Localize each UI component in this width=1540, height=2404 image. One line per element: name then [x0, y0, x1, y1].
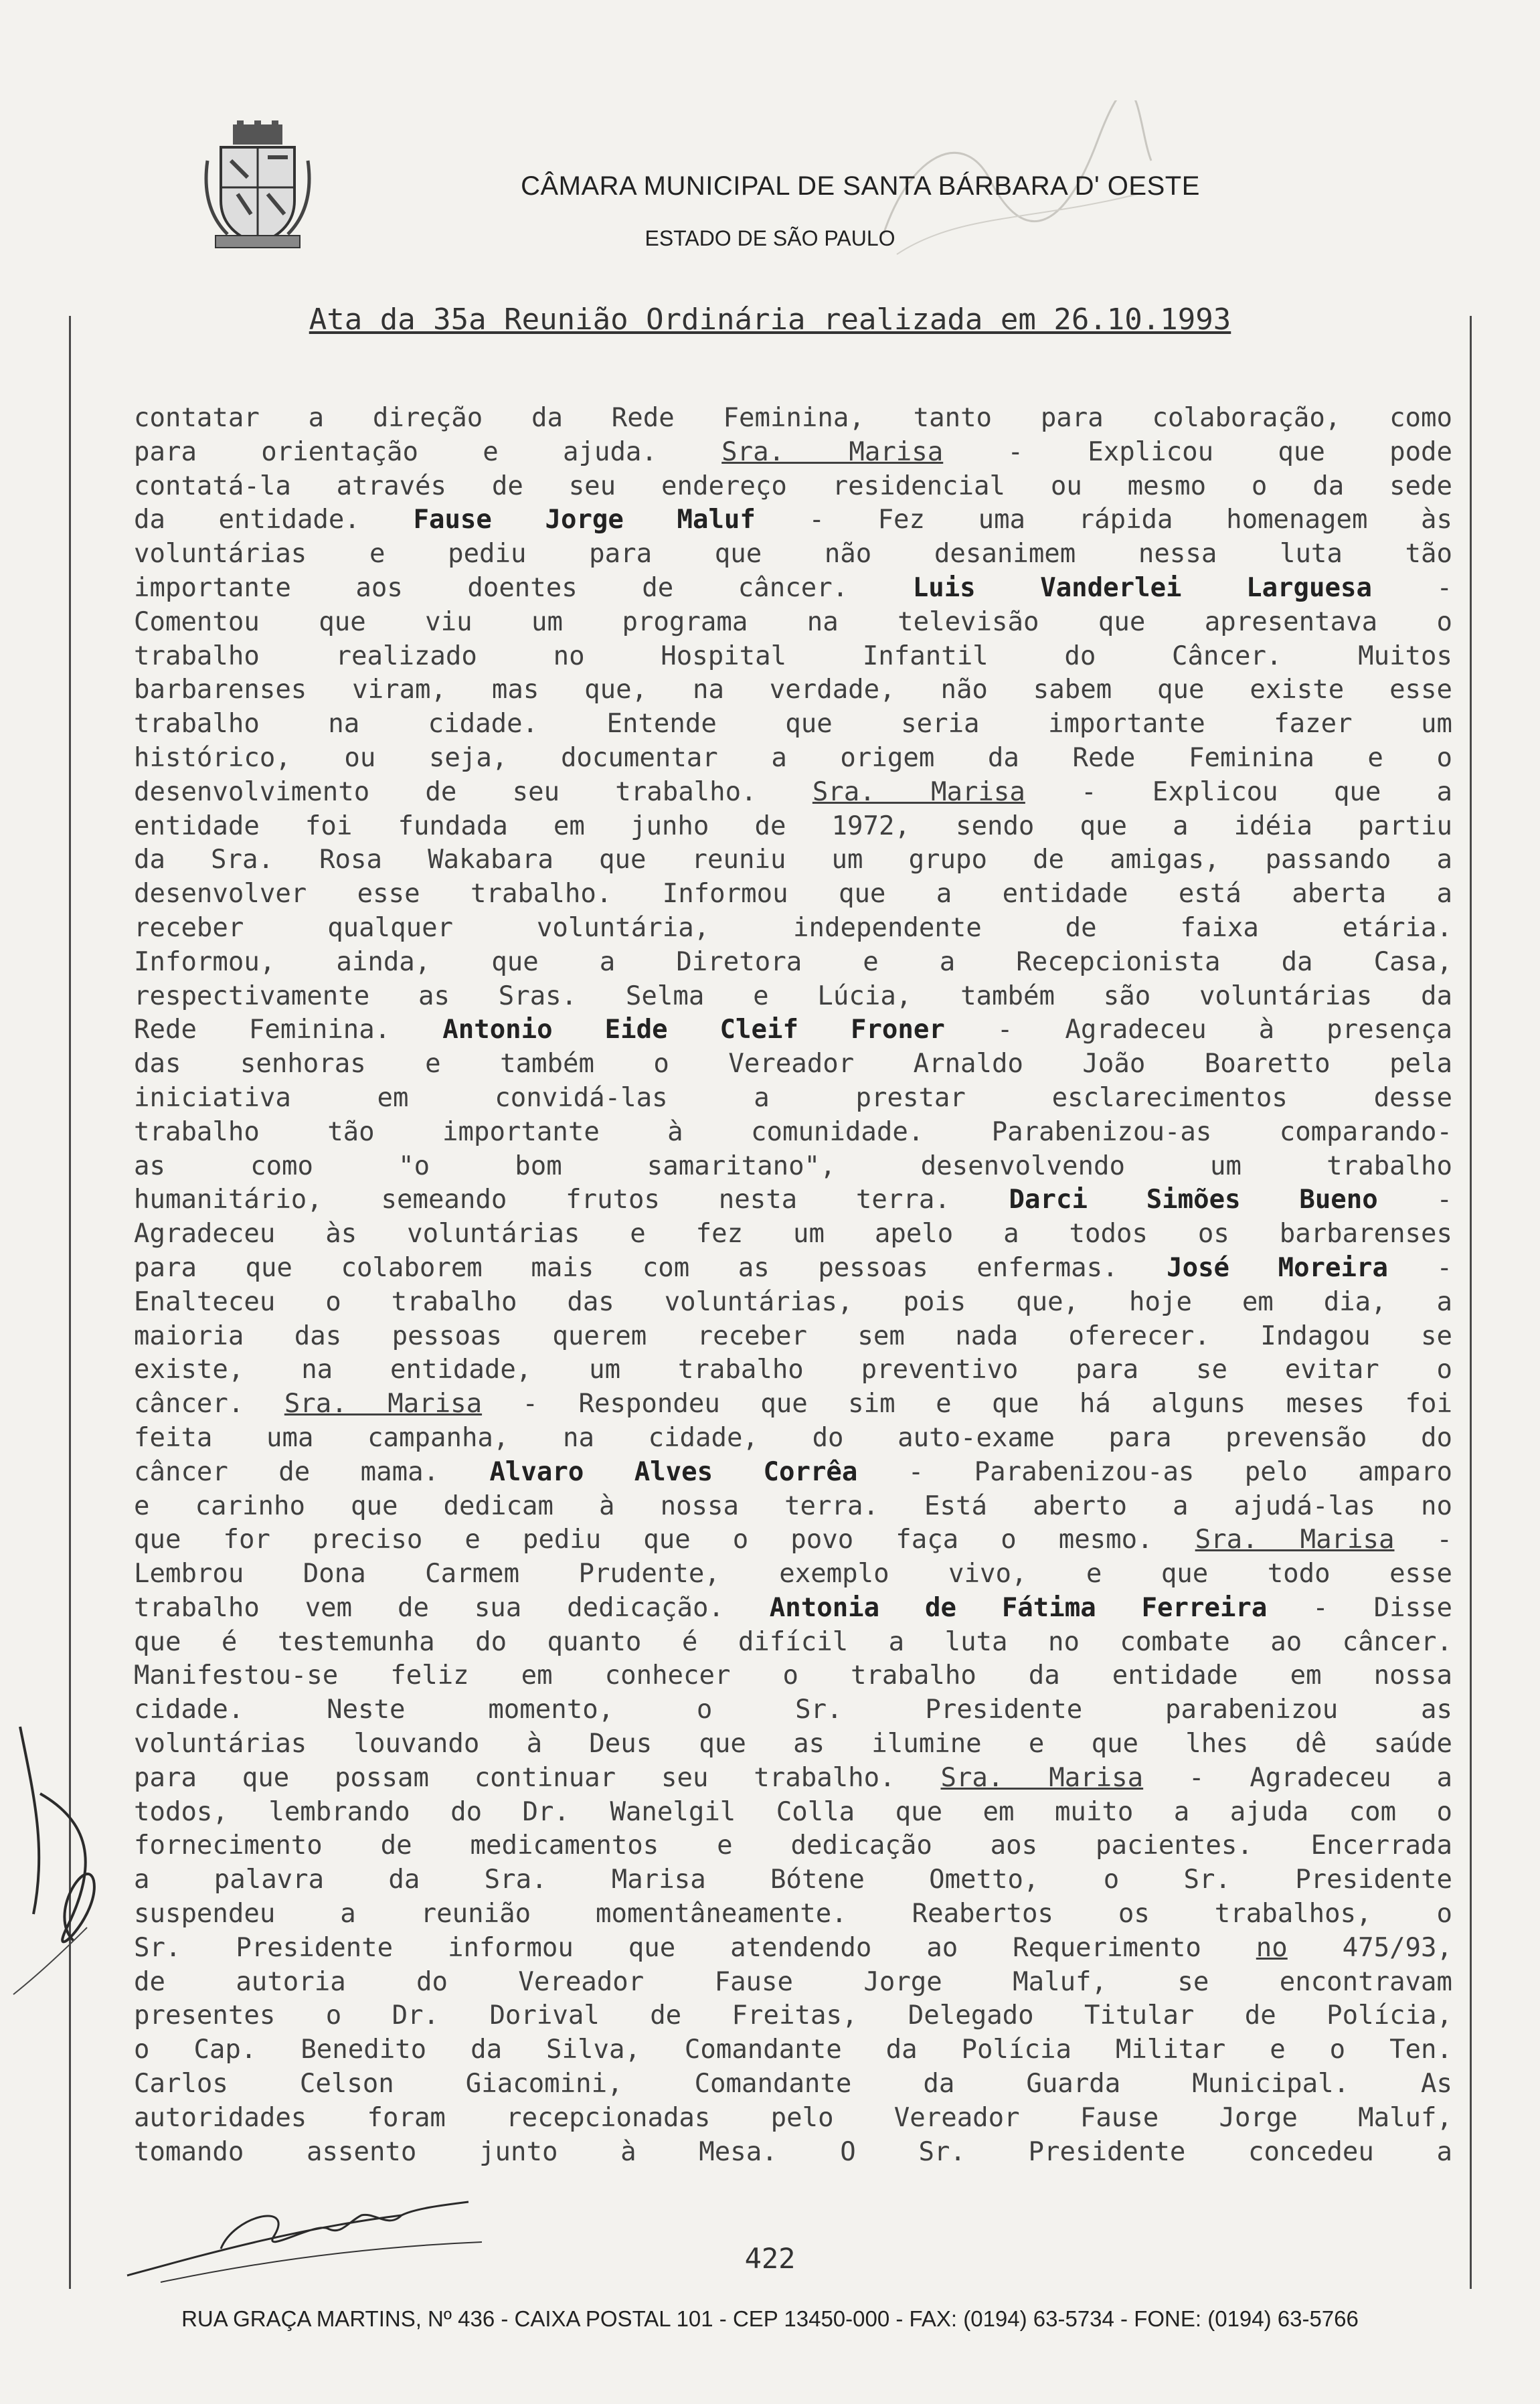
text-run: respectivamente as Sras. Selma e Lúcia, também são voluntárias da	[134, 980, 1452, 1011]
text-line	[134, 1183, 1452, 1217]
text-run: desenvolvimento de seu trabalho.	[134, 776, 812, 807]
text-run: Comentou que viu um programa na televisão que apresentava o	[134, 606, 1452, 637]
underlined-speaker: Sra. Marisa	[940, 1762, 1144, 1793]
text-run: trabalho vem de sua dedicação.	[134, 1592, 770, 1623]
text-run: - Fez uma rápida homenagem às	[755, 505, 1452, 535]
text-run: câncer.	[134, 1389, 284, 1420]
text-run: para que possam continuar seu trabalho.	[134, 1762, 941, 1793]
meeting-title: Ata da 35a Reunião Ordinária realizada em 26.10.1993	[309, 303, 1231, 337]
text-line	[134, 742, 1452, 776]
text-line	[134, 1150, 1452, 1184]
text-line	[134, 2033, 1452, 2067]
text-run: - Explicou que a	[1025, 776, 1452, 807]
text-run: fornecimento de medicamentos e dedicação aos pacientes. Encerrada	[134, 1830, 1452, 1861]
text-run: voluntárias louvando à Deus que as ilumine e que lhes dê saúde	[134, 1729, 1452, 1759]
text-run: histórico, ou seja, documentar a origem da Rede Feminina e o	[134, 742, 1452, 773]
text-run: humanitário, semeando frutos nesta terra.	[134, 1185, 1009, 1215]
text-line	[134, 810, 1452, 844]
text-line	[134, 1557, 1452, 1592]
text-run: - Disse	[1267, 1592, 1453, 1623]
text-line	[134, 2067, 1452, 2101]
text-line	[134, 1829, 1452, 1863]
text-run: Lembrou Dona Carmem Prudente, exemplo vivo, e que todo esse	[134, 1559, 1452, 1590]
speaker-name: Antonio Eide Cleif Froner	[442, 1015, 945, 1045]
text-line	[134, 1966, 1452, 2000]
text-line	[134, 843, 1452, 877]
underlined-speaker: no	[1256, 1932, 1288, 1963]
margin-signature	[7, 1713, 127, 2048]
text-run: existe, na entidade, um trabalho preventivo para se evitar o	[134, 1355, 1452, 1385]
text-line	[134, 1490, 1452, 1524]
text-line	[134, 572, 1452, 606]
text-run: tomando assento junto à Mesa. O Sr. Presidente concedeu a	[134, 2136, 1452, 2167]
text-run: trabalho na cidade. Entende que seria importante fazer um	[134, 709, 1452, 740]
text-line	[134, 1999, 1452, 2033]
text-line	[134, 1116, 1452, 1150]
underlined-speaker: Sra. Marisa	[1195, 1525, 1395, 1555]
text-run: voluntárias e pediu para que não desanimem nessa luta tão	[134, 539, 1452, 570]
text-run: -	[1394, 1525, 1452, 1555]
text-line	[134, 1592, 1452, 1626]
text-run: -	[1377, 1185, 1452, 1215]
text-run: Manifestou-se feliz em conhecer o trabalho da entidade em nossa	[134, 1660, 1452, 1691]
text-run: autoridades foram recepcionadas pelo Vereador Fause Jorge Maluf,	[134, 2102, 1452, 2133]
text-run: entidade foi fundada em junho de 1972, sendo que a idéia partiu	[134, 810, 1452, 841]
right-margin-rule	[1470, 316, 1472, 2289]
text-run: contatar a direção da Rede Feminina, tanto para colaboração, como	[134, 403, 1452, 433]
text-line	[134, 776, 1452, 810]
text-line	[134, 1252, 1452, 1286]
text-line	[134, 1626, 1452, 1660]
text-run: que é testemunha do quanto é difícil a luta no combate ao câncer.	[134, 1626, 1452, 1657]
text-line	[134, 1693, 1452, 1727]
text-line	[134, 606, 1452, 640]
text-run: - Respondeu que sim e que há alguns meses foi	[482, 1389, 1452, 1420]
text-line	[134, 877, 1452, 912]
text-run: para orientação e ajuda.	[134, 436, 722, 467]
text-run: e carinho que dedicam à nossa terra. Está aberto a ajudá-las no	[134, 1490, 1452, 1521]
text-run: as como "o bom samaritano", desenvolvendo um trabalho	[134, 1150, 1452, 1181]
text-line	[134, 1047, 1452, 1082]
text-line	[134, 436, 1452, 470]
text-run: da entidade.	[134, 505, 414, 535]
text-run: -	[1371, 572, 1452, 603]
text-run: para que colaborem mais com as pessoas enfermas.	[134, 1252, 1167, 1283]
text-run: Sr. Presidente informou que atendendo ao Requerimento	[134, 1932, 1256, 1963]
text-line	[134, 912, 1452, 946]
text-line	[134, 2136, 1452, 2170]
text-line	[134, 503, 1452, 537]
text-line	[134, 1659, 1452, 1693]
text-run: suspendeu a reunião momentâneamente. Reabertos os trabalhos, o	[134, 1899, 1452, 1929]
text-line	[134, 1082, 1452, 1116]
footer-address: RUA GRAÇA MARTINS, Nº 436 - CAIXA POSTAL 101 - CEP 13450-000 - FAX: (0194) 63-5734 - FONE: (0194) 63-5766	[181, 2306, 1359, 2331]
text-line	[134, 946, 1452, 980]
text-line	[134, 1013, 1452, 1047]
text-run: 475/93,	[1287, 1932, 1452, 1963]
speaker-name: Darci Simões Bueno	[1009, 1185, 1378, 1215]
text-run: da Sra. Rosa Wakabara que reuniu um grupo de amigas, passando a	[134, 845, 1452, 875]
underlined-speaker: Sra. Marisa	[284, 1389, 483, 1420]
state-name: ESTADO DE SÃO PAULO	[645, 226, 895, 250]
text-run: feita uma campanha, na cidade, do auto-exame para prevensão do	[134, 1422, 1452, 1453]
text-run: todos, lembrando do Dr. Wanelgil Colla que em muito a ajuda com o	[134, 1796, 1452, 1827]
text-line	[134, 640, 1452, 674]
text-line	[134, 2101, 1452, 2136]
speaker-name: Fause Jorge Maluf	[413, 505, 756, 535]
underlined-speaker: Sra. Marisa	[812, 776, 1025, 807]
text-run: das senhoras e também o Vereador Arnaldo João Boaretto pela	[134, 1049, 1452, 1080]
text-line	[134, 1456, 1452, 1490]
text-run: Informou, ainda, que a Diretora e a Recepcionista da Casa,	[134, 946, 1452, 977]
text-line	[134, 1217, 1452, 1252]
text-line	[134, 470, 1452, 504]
text-run: Carlos Celson Giacomini, Comandante da Guarda Municipal. As	[134, 2069, 1452, 2099]
text-run: Rede Feminina.	[134, 1015, 443, 1045]
text-line	[134, 1796, 1452, 1830]
text-line	[134, 1320, 1452, 1354]
text-run: importante aos doentes de câncer.	[134, 572, 913, 603]
text-line	[134, 1762, 1452, 1796]
text-run: trabalho realizado no Hospital Infantil do Câncer. Muitos	[134, 640, 1452, 671]
text-line	[134, 1863, 1452, 1897]
text-run: barbarenses viram, mas que, na verdade, não sabem que existe esse	[134, 675, 1452, 705]
chamber-name: CÂMARA MUNICIPAL DE SANTA BÁRBARA D' OESTE	[521, 171, 1200, 201]
text-run: Agradeceu às voluntárias e fez um apelo a todos os barbarenses	[134, 1219, 1452, 1250]
text-run: cidade. Neste momento, o Sr. Presidente parabenizou as	[134, 1695, 1452, 1725]
text-line	[134, 1286, 1452, 1320]
text-run: contatá-la através de seu endereço residencial ou mesmo o da sede	[134, 470, 1452, 501]
text-run: a palavra da Sra. Marisa Bótene Ometto, o Sr. Presidente	[134, 1865, 1452, 1895]
text-line	[134, 1523, 1452, 1557]
speaker-name: Alvaro Alves Corrêa	[489, 1456, 858, 1487]
text-run: iniciativa em convidá-las a prestar esclarecimentos desse	[134, 1082, 1452, 1113]
text-run: -	[1387, 1252, 1452, 1283]
text-run: - Agradeceu à presença	[944, 1015, 1453, 1045]
text-line	[134, 1931, 1452, 1966]
text-line	[134, 402, 1452, 436]
text-run: trabalho tão importante à comunidade. Parabenizou-as comparando-	[134, 1116, 1452, 1147]
text-run: presentes o Dr. Dorival de Freitas, Delegado Titular de Polícia,	[134, 2000, 1452, 2031]
text-line	[134, 1727, 1452, 1762]
text-run: Enalteceu o trabalho das voluntárias, pois que, hoje em dia, a	[134, 1286, 1452, 1317]
text-line	[134, 1387, 1452, 1422]
text-run: - Agradeceu a	[1143, 1762, 1452, 1793]
text-run: de autoria do Vereador Fause Jorge Maluf, se encontravam	[134, 1966, 1452, 1997]
text-run: - Parabenizou-as pelo amparo	[857, 1456, 1452, 1487]
text-line	[134, 537, 1452, 572]
text-line	[134, 980, 1452, 1014]
text-line	[134, 1353, 1452, 1387]
speaker-name: Antonia de Fátima Ferreira	[769, 1592, 1268, 1623]
text-run: - Explicou que pode	[943, 436, 1453, 467]
underlined-speaker: Sra. Marisa	[721, 436, 944, 467]
text-run: câncer de mama.	[134, 1456, 490, 1487]
speaker-name: José Moreira	[1167, 1252, 1388, 1283]
page-number: 422	[744, 2242, 796, 2275]
text-run: receber qualquer voluntária, independente de faixa etária.	[134, 912, 1452, 943]
text-run: desenvolver esse trabalho. Informou que a entidade está aberta a	[134, 879, 1452, 910]
text-line	[134, 707, 1452, 742]
minutes-body	[134, 402, 1452, 2169]
text-line	[134, 1422, 1452, 1456]
speaker-name: Luis Vanderlei Larguesa	[912, 572, 1372, 603]
text-line	[134, 673, 1452, 707]
text-run: maioria das pessoas querem receber sem nada oferecer. Indagou se	[134, 1320, 1452, 1351]
text-run: o Cap. Benedito da Silva, Comandante da Polícia Militar e o Ten.	[134, 2035, 1452, 2065]
text-line	[134, 1897, 1452, 1931]
text-run: que for preciso e pediu que o povo faça o mesmo.	[134, 1525, 1195, 1555]
